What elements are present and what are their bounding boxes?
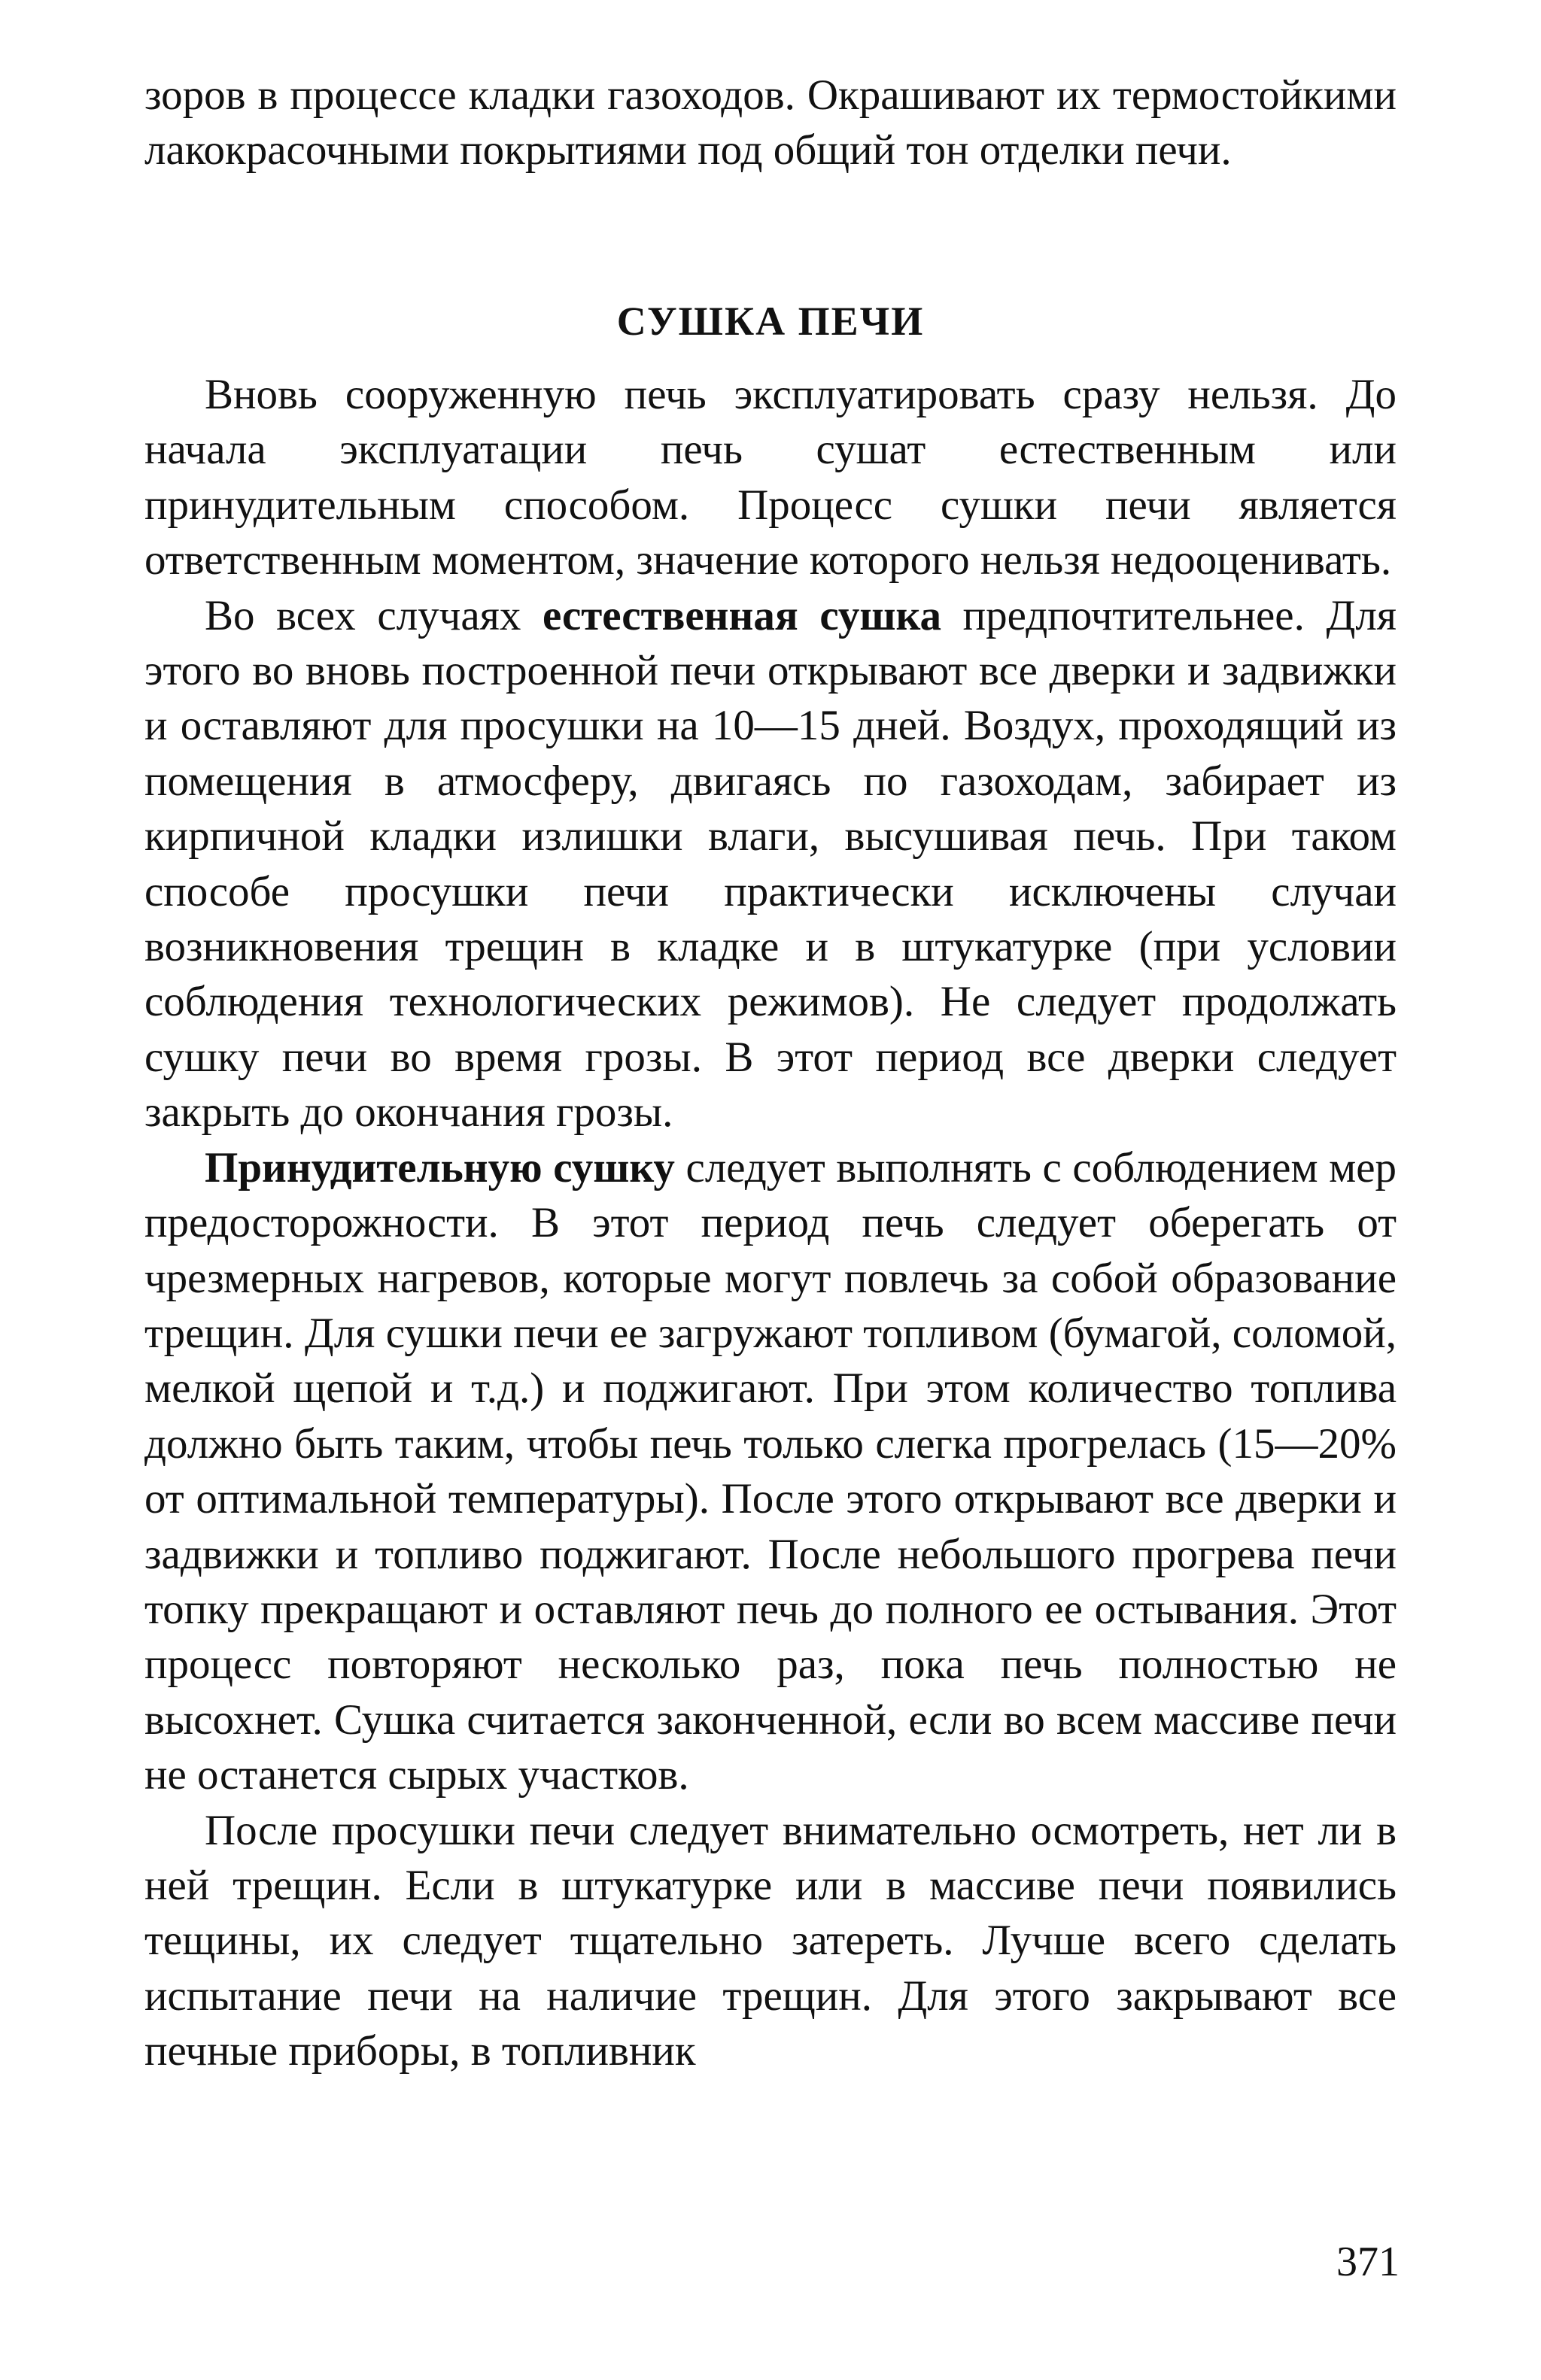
section-title: СУШКА ПЕЧИ <box>616 299 925 344</box>
top-text-block <box>144 68 1397 178</box>
paragraph-intro: Вновь сооруженную печь эксплуатировать сразу нельзя. До начала эксплуатации печь сушат естественным или принудительным способом. Процесс сушки печи является ответственным моментом, значение которого нельзя недооценивать. <box>144 371 1397 584</box>
paragraph-inspection: После просушки печи следует внимательно осмотреть, нет ли в ней трещин. Если в штукатурке или в массиве печи появились тещины, их следует тщательно затереть. Лучше всего сделать испытание печи на наличие трещин. Для этого закрывают все печные приборы, в топливник <box>144 1806 1397 2075</box>
page-number: 371 <box>1336 2239 1400 2285</box>
paragraph-forced-drying <box>144 1140 1397 1803</box>
continued-paragraph: зоров в процессе кладки газоходов. Окрашивают их термостойкими лакокрасочными покрытиями под общий тон отделки печи. <box>144 71 1397 175</box>
natural-drying-term: естественная сушка <box>543 591 941 639</box>
paragraph-natural-drying <box>144 588 1397 1140</box>
body-text-block <box>144 367 1397 2079</box>
natural-drying-text: предпочтительнее. Для этого во вновь построенной печи открывают все дверки и задвижки и оставляют для просушки на 10—15 дней. Воздух, проходящий из помещения в атмосферу, двигаясь по газоходам, забирает из кирпичной кладки излишки влаги, высушивая печь. При таком способе просушки печи практически исключены случаи возникновения трещин в кладке и в штукатурке (при условии соблюдения технологических режимов). Не следует продолжать сушку печи во время грозы. В этот период все дверки следует закрыть до окончания грозы. <box>144 591 1397 1137</box>
forced-drying-text: следует выполнять с соблюдением мер предосторожности. В этот период печь следует оберегать от чрезмерных нагревов, которые могут повлечь за собой образование трещин. Для сушки печи ее загружают топливом (бумагой, соломой, мелкой щепой и т.д.) и поджигают. При этом количество топлива должно быть таким, чтобы печь только слегка прогрелась (15—20% от оптимальной температуры). После этого открывают все дверки и задвижки и топливо поджигают. После небольшого прогрева печи топку прекращают и оставляют печь до полного ее остывания. Этот процесс повторяют несколько раз, пока печь полностью не высохнет. Сушка считается законченной, если во всем массиве печи не останется сырых участков. <box>144 1143 1397 1799</box>
forced-drying-term: Принудительную сушку <box>205 1143 675 1192</box>
natural-drying-lead: Во всех случаях <box>205 591 521 639</box>
